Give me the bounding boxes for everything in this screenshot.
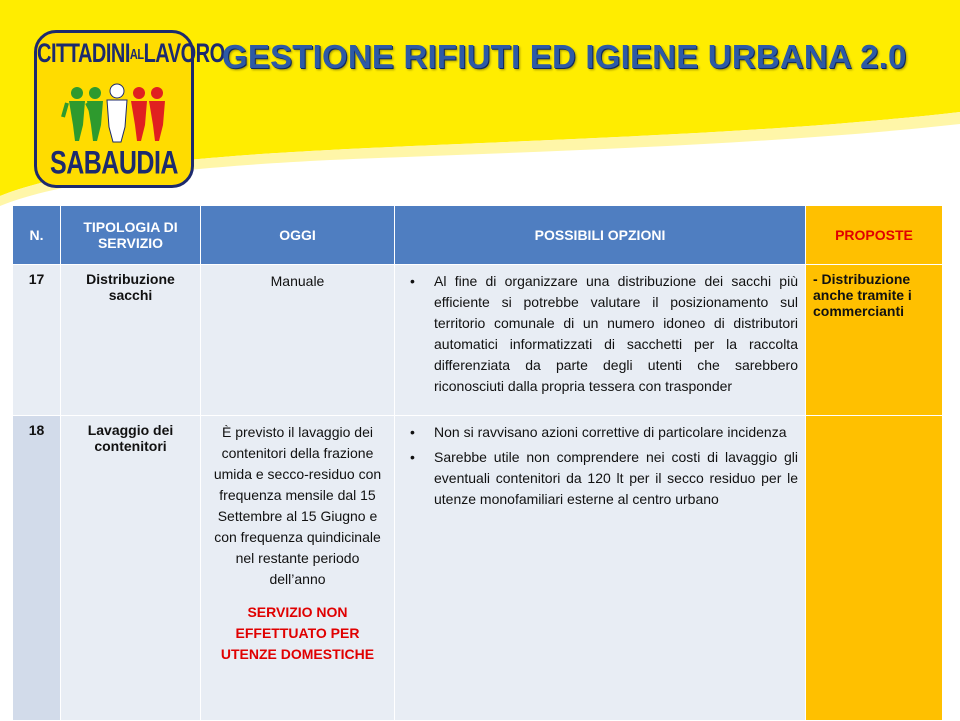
- row-proposte: [806, 416, 943, 721]
- option-item: [402, 447, 798, 510]
- row-oggi: [201, 416, 395, 721]
- row-oggi: [201, 265, 395, 416]
- header-oggi: OGGI: [201, 206, 395, 265]
- row-proposte: - Distribuzione anche tramite i commercianti: [806, 265, 943, 416]
- option-item: [402, 422, 798, 443]
- header-tipologia: TIPOLOGIA DI SERVIZIO: [61, 206, 201, 265]
- row-number: 17: [13, 265, 61, 416]
- row-tipologia: Distribuzione sacchi: [61, 265, 201, 416]
- option-item: [402, 271, 798, 397]
- logo: [34, 30, 225, 188]
- page-title: GESTIONE RIFIUTI ED IGIENE URBANA 2.0: [222, 38, 907, 75]
- row-number: 18: [13, 416, 61, 721]
- table-row: [13, 416, 943, 721]
- bullet-icon: •: [410, 273, 415, 289]
- logo-text-bottom: SABAUDIA: [50, 145, 178, 182]
- people-figures-icon: [67, 85, 167, 143]
- bullet-icon: •: [410, 424, 415, 440]
- row-tipologia: Lavaggio dei contenitori: [61, 416, 201, 721]
- row-oggi-text: È previsto il lavaggio dei contenitori della frazione umida e secco-residuo con frequenza mensile dal 15 Settembre al 15 Giugno e con frequenza quindicinale nel restante periodo dell’anno: [213, 424, 382, 587]
- option-text: Sarebbe utile non comprendere nei costi di lavaggio gli eventuali contenitori da 120 lt per il secco residuo per le utenze monofamiliari esterne al centro urbano: [434, 449, 798, 507]
- table-row: [13, 265, 943, 416]
- header-opzioni: POSSIBILI OPZIONI: [395, 206, 806, 265]
- option-text: Al fine di organizzare una distribuzione dei sacchi più efficiente si potrebbe valutare il posizionamento sul territorio comunale di un numero idoneo di distributori automatici informatizzati di sacchetti per la raccolta differenziata da parte degli utenti che sarebbero riconosciuti dalla propria tessera con trasponder: [434, 273, 798, 394]
- row-opzioni: [395, 416, 806, 721]
- logo-text-top: CITTADINIALLAVORO: [37, 39, 225, 69]
- header-num: N.: [13, 206, 61, 265]
- header-proposte: PROPOSTE: [806, 206, 943, 265]
- row-opzioni: [395, 265, 806, 416]
- bullet-icon: •: [410, 449, 415, 465]
- table-header-row: [13, 206, 943, 265]
- option-text: Non si ravvisano azioni correttive di particolare incidenza: [434, 424, 787, 440]
- row-oggi-text: Manuale: [270, 273, 325, 289]
- service-alert: SERVIZIO NON EFFETTUATO PER UTENZE DOMESTICHE: [220, 604, 375, 662]
- services-table: [12, 205, 943, 721]
